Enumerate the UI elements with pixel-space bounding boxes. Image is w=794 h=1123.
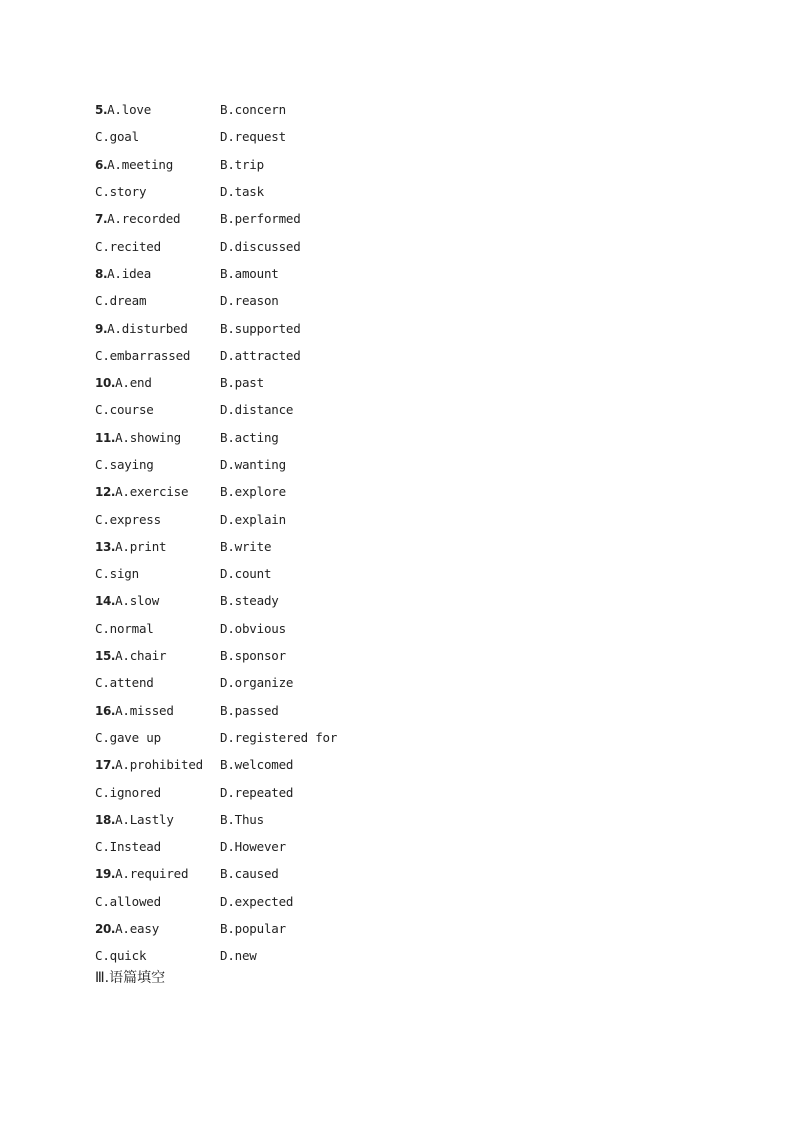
question-row-cd — [95, 342, 715, 369]
question-row-ab — [95, 587, 715, 614]
option-d: D.discussed — [220, 238, 301, 254]
option-c: C.normal — [95, 620, 154, 636]
option-a-cell — [95, 539, 220, 554]
question-row-cd — [95, 615, 715, 642]
question-row-ab — [95, 369, 715, 396]
option-a-cell — [95, 757, 220, 772]
option-b: B.amount — [220, 265, 279, 281]
option-a: A.meeting — [107, 156, 174, 172]
option-c: C.quick — [95, 948, 147, 964]
question-number: 19. — [95, 867, 116, 882]
option-d: D.request — [220, 129, 286, 145]
option-a-cell — [95, 266, 220, 281]
question-row-cd — [95, 123, 715, 150]
question-row-ab — [95, 314, 715, 341]
question-row-cd — [95, 724, 715, 751]
option-c: C.allowed — [95, 893, 161, 909]
option-d: D.expected — [220, 893, 294, 909]
question-row-ab — [95, 642, 715, 669]
question-row-cd — [95, 888, 715, 915]
option-c: C.gave up — [95, 729, 161, 745]
section-heading: Ⅲ.语篇填空 — [95, 970, 166, 986]
option-a-cell — [95, 102, 220, 117]
option-d: D.registered for — [220, 729, 338, 745]
question-number: 18. — [95, 812, 116, 827]
option-d: D.wanting — [220, 457, 286, 472]
option-a: A.required — [115, 866, 189, 882]
option-a-cell — [95, 921, 220, 936]
option-a: A.recorded — [107, 211, 181, 227]
question-number: 10. — [95, 376, 116, 391]
question-row-ab — [95, 478, 715, 505]
option-b: B.passed — [220, 702, 279, 718]
question-row-ab — [95, 260, 715, 287]
option-c: C.embarrassed — [95, 347, 191, 363]
option-d: D.repeated — [220, 784, 294, 800]
question-row-ab — [95, 697, 715, 724]
question-row-cd — [95, 505, 715, 532]
option-c: C.express — [95, 511, 161, 527]
question-row-cd — [95, 669, 715, 696]
option-d: D.reason — [220, 293, 279, 309]
option-c: C.sign — [95, 566, 139, 582]
option-a: A.disturbed — [107, 320, 188, 336]
option-a-cell — [95, 321, 220, 336]
option-a-cell — [95, 157, 220, 172]
option-d: D.task — [220, 184, 264, 200]
option-b: B.acting — [220, 429, 279, 445]
question-number: 6. — [95, 157, 108, 172]
option-a: A.love — [107, 102, 152, 118]
option-a-cell — [95, 648, 220, 663]
option-a-cell — [95, 375, 220, 390]
option-b: B.steady — [220, 593, 279, 609]
option-a: A.easy — [115, 921, 160, 937]
option-d: D.distance — [220, 402, 294, 418]
option-c: C.attend — [95, 675, 154, 691]
option-b: B.supported — [220, 320, 301, 336]
option-d: D.attracted — [220, 347, 301, 363]
question-row-cd — [95, 778, 715, 805]
question-row-cd — [95, 287, 715, 314]
question-number: 13. — [95, 539, 116, 554]
question-number: 20. — [95, 922, 116, 937]
question-row-ab — [95, 205, 715, 232]
question-row-ab — [95, 96, 715, 123]
option-b: B.popular — [220, 921, 286, 937]
option-b: B.explore — [220, 484, 286, 500]
option-b: B.performed — [220, 211, 301, 227]
option-d: D.organize — [220, 675, 294, 691]
option-b: B.write — [220, 538, 272, 554]
option-b: B.concern — [220, 102, 286, 118]
option-b: B.sponsor — [220, 648, 286, 664]
question-number: 8. — [95, 266, 108, 281]
option-a: A.missed — [115, 702, 174, 718]
option-b: B.past — [220, 375, 264, 391]
question-row-ab — [95, 151, 715, 178]
option-a: A.showing — [115, 429, 181, 445]
option-a-cell — [95, 211, 220, 226]
option-a: A.chair — [115, 648, 167, 664]
option-b: B.welcomed — [220, 757, 294, 773]
question-number: 9. — [95, 321, 108, 336]
option-a: A.exercise — [115, 484, 189, 500]
question-row-cd — [95, 178, 715, 205]
option-b: B.caused — [220, 866, 279, 882]
option-a: A.idea — [107, 265, 152, 281]
option-a-cell — [95, 812, 220, 827]
question-row-ab — [95, 915, 715, 942]
option-b: B.trip — [220, 156, 264, 172]
question-number: 17. — [95, 758, 116, 773]
option-a-cell — [95, 866, 220, 881]
option-c: C.ignored — [95, 784, 161, 800]
option-a: A.end — [115, 375, 152, 391]
option-c: C.recited — [95, 238, 161, 254]
option-c: C.story — [95, 184, 147, 200]
question-row-ab — [95, 860, 715, 887]
option-a-cell — [95, 593, 220, 608]
question-row-cd — [95, 942, 715, 969]
option-a-cell — [95, 484, 220, 499]
question-row-cd — [95, 232, 715, 259]
option-d: D.new — [220, 948, 257, 964]
question-row-ab — [95, 806, 715, 833]
question-number: 12. — [95, 485, 116, 500]
question-number: 14. — [95, 594, 116, 609]
question-row-cd — [95, 560, 715, 587]
option-a: A.Lastly — [115, 811, 174, 827]
question-row-ab — [95, 533, 715, 560]
option-a: A.slow — [115, 593, 160, 609]
question-row-cd — [95, 451, 715, 478]
option-b: B.Thus — [220, 811, 264, 827]
option-a-cell — [95, 703, 220, 718]
option-c: C.dream — [95, 293, 147, 309]
option-d: D.count — [220, 566, 272, 582]
option-c: C.saying — [95, 457, 154, 472]
option-d: D.explain — [220, 511, 286, 527]
question-row-cd — [95, 833, 715, 860]
multiple-choice-options — [95, 96, 715, 970]
option-d: D.However — [220, 839, 286, 855]
option-a: A.print — [115, 538, 167, 554]
question-number: 15. — [95, 649, 116, 664]
question-row-ab — [95, 751, 715, 778]
question-row-cd — [95, 396, 715, 423]
question-row-ab — [95, 424, 715, 451]
question-number: 7. — [95, 212, 108, 227]
option-c: C.Instead — [95, 839, 161, 855]
option-a-cell — [95, 430, 220, 445]
option-a: A.prohibited — [115, 757, 203, 773]
option-c: C.course — [95, 402, 154, 418]
option-c: C.goal — [95, 129, 139, 145]
question-number: 11. — [95, 430, 116, 445]
question-number: 5. — [95, 103, 108, 118]
option-d: D.obvious — [220, 620, 286, 636]
question-number: 16. — [95, 703, 116, 718]
